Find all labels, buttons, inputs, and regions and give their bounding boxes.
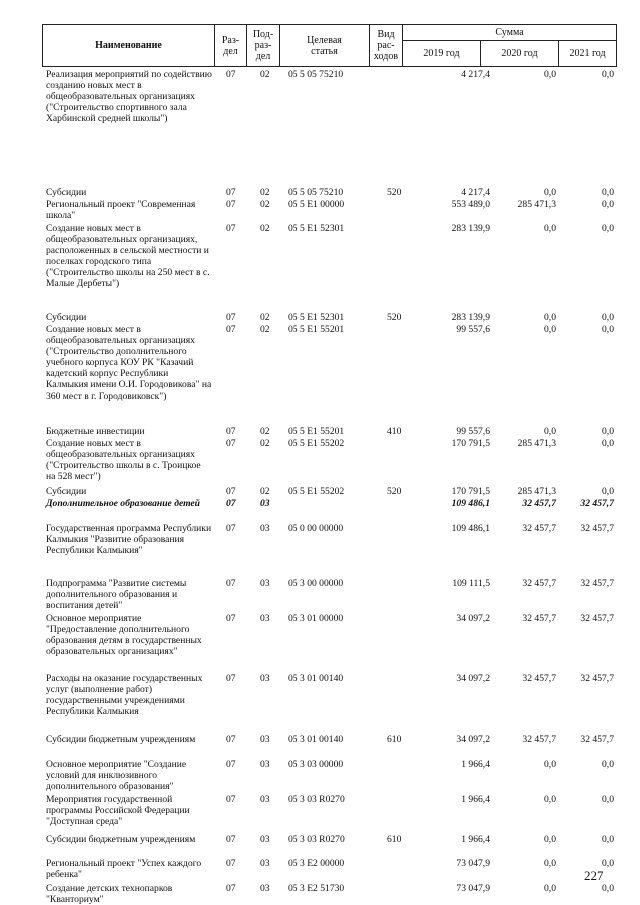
cell-name: Субсидии бюджетным учреждениям [46,834,196,845]
cell-sec: 07 [226,759,236,770]
cell-s2: 0,0 [544,223,556,234]
cell-s3: 0,0 [602,834,614,845]
cell-sec: 07 [226,187,236,198]
cell-typ: 610 [387,734,402,745]
cell-name: Субсидии [46,187,87,198]
cell-s1: 34 097,2 [456,613,490,624]
cell-s3: 32 457,7 [580,613,614,624]
cell-s1: 73 047,9 [456,883,490,894]
cell-name: Создание новых мест в общеобразовательных организациях ("Строительство школы в с. Троицкое на 528 мест") [46,438,201,483]
cell-tgt: 05 3 E2 00000 [288,858,345,869]
cell-s3: 0,0 [602,858,614,869]
cell-name: Основное мероприятие "Создание условий для инклюзивного дополнительного образования" [46,759,187,793]
cell-typ: 520 [387,486,402,497]
cell-s1: 34 097,2 [456,734,490,745]
cell-sub: 03 [260,759,270,770]
cell-tgt: 05 3 01 00140 [288,734,344,745]
cell-s3: 0,0 [602,199,614,210]
cell-s2: 32 457,7 [522,498,556,509]
cell-s1: 109 486,1 [451,523,490,534]
cell-s1: 1 966,4 [461,759,490,770]
cell-s3: 32 457,7 [580,673,614,684]
cell-sub: 02 [260,199,270,210]
cell-tgt: 05 3 01 00000 [288,613,344,624]
cell-s2: 32 457,7 [522,734,556,745]
cell-sub: 03 [260,673,270,684]
cell-s2: 0,0 [544,759,556,770]
cell-s2: 0,0 [544,426,556,437]
cell-sec: 07 [226,438,236,449]
cell-tgt: 05 3 03 R0270 [288,794,345,805]
cell-sub: 02 [260,187,270,198]
cell-sec: 07 [226,883,236,894]
cell-name: Региональный проект "Современная школа" [46,199,196,222]
cell-tgt: 05 3 E2 51730 [288,883,345,894]
cell-s1: 34 097,2 [456,673,490,684]
cell-name: Основное мероприятие "Предоставление дополнительного образования детям в государственных образовательных организациях" [46,613,202,658]
cell-s3: 0,0 [602,486,614,497]
cell-name: Подпрограмма "Развитие системы дополнительного образования и воспитания детей" [46,578,187,612]
cell-sec: 07 [226,734,236,745]
cell-s3: 0,0 [602,883,614,894]
cell-tgt: 05 5 E1 55201 [288,324,345,335]
cell-tgt: 05 0 00 00000 [288,523,344,534]
cell-typ: 520 [387,187,402,198]
cell-tgt: 05 5 05 75210 [288,69,344,80]
cell-sec: 07 [226,324,236,335]
cell-s1: 170 791,5 [451,438,490,449]
cell-s1: 109 111,5 [452,578,490,589]
cell-s3: 0,0 [602,223,614,234]
header-2021: 2021 год [559,41,617,67]
cell-tgt: 05 3 00 00000 [288,578,344,589]
cell-s3: 32 457,7 [580,523,614,534]
cell-tgt: 05 5 E1 52301 [288,312,345,323]
header-name: Наименование [43,25,215,67]
cell-sec: 07 [226,312,236,323]
cell-sub: 03 [260,498,270,509]
cell-s3: 0,0 [602,426,614,437]
header-target: Целевая статья [280,25,370,67]
cell-sub: 03 [260,734,270,745]
cell-s2: 0,0 [544,834,556,845]
cell-s3: 32 457,7 [580,498,614,509]
cell-name: Дополнительное образование детей [46,498,201,509]
cell-tgt: 05 5 05 75210 [288,187,344,198]
header-2020: 2020 год [481,41,559,67]
header-2019: 2019 год [403,41,481,67]
cell-s1: 109 486,1 [451,498,490,509]
cell-sec: 07 [226,69,236,80]
cell-tgt: 05 3 03 R0270 [288,834,345,845]
cell-sub: 02 [260,426,270,437]
cell-name: Субсидии [46,312,87,323]
cell-s1: 99 557,6 [456,324,490,335]
cell-sub: 03 [260,578,270,589]
cell-name: Субсидии [46,486,87,497]
cell-sec: 07 [226,426,236,437]
cell-sub: 02 [260,312,270,323]
cell-s3: 0,0 [602,312,614,323]
cell-s2: 32 457,7 [522,523,556,534]
cell-s1: 170 791,5 [451,486,490,497]
cell-sub: 03 [260,858,270,869]
cell-sec: 07 [226,794,236,805]
cell-sub: 02 [260,324,270,335]
cell-s3: 0,0 [602,794,614,805]
cell-tgt: 05 5 E1 55202 [288,438,345,449]
cell-s2: 0,0 [544,794,556,805]
cell-name: Субсидии бюджетным учреждениям [46,734,196,745]
header-section: Раз- дел [215,25,247,67]
cell-s2: 32 457,7 [522,613,556,624]
cell-tgt: 05 5 E1 52301 [288,223,345,234]
cell-sub: 02 [260,223,270,234]
cell-s1: 4 217,4 [461,69,490,80]
header-subsection: Под- раз- дел [247,25,280,67]
page-number: 227 [584,868,604,883]
cell-s1: 73 047,9 [456,858,490,869]
cell-s2: 0,0 [544,69,556,80]
cell-s3: 32 457,7 [580,734,614,745]
cell-tgt: 05 3 01 00140 [288,673,344,684]
cell-sub: 02 [260,486,270,497]
header-sum: Сумма [403,25,617,41]
cell-s3: 0,0 [602,438,614,449]
cell-sec: 07 [226,858,236,869]
cell-s2: 285 471,3 [517,438,556,449]
cell-name: Создание новых мест в общеобразовательных организациях, расположенных в сельской местности и поселках городского типа ("Строительство школы на 250 мест в с. Малые Дербеты") [46,223,210,290]
cell-s2: 0,0 [544,858,556,869]
cell-sec: 07 [226,486,236,497]
cell-s2: 0,0 [544,324,556,335]
cell-s2: 32 457,7 [522,578,556,589]
cell-typ: 410 [387,426,402,437]
cell-s2: 285 471,3 [517,199,556,210]
cell-s3: 0,0 [602,759,614,770]
cell-sec: 07 [226,498,236,509]
cell-sub: 02 [260,69,270,80]
cell-tgt: 05 5 E1 55201 [288,426,345,437]
cell-sec: 07 [226,199,236,210]
cell-typ: 520 [387,312,402,323]
cell-name: Региональный проект "Успех каждого ребенка" [46,858,202,881]
cell-sub: 03 [260,523,270,534]
cell-name: Государственная программа Республики Калмыкия "Развитие образования Республики Калмыкия" [46,523,212,557]
cell-s2: 285 471,3 [517,486,556,497]
cell-tgt: 05 3 03 00000 [288,759,344,770]
cell-sec: 07 [226,613,236,624]
cell-tgt: 05 5 E1 00000 [288,199,345,210]
cell-s1: 99 557,6 [456,426,490,437]
cell-s2: 0,0 [544,883,556,894]
cell-s1: 4 217,4 [461,187,490,198]
cell-name: Бюджетные инвестиции [46,426,145,437]
cell-name: Мероприятия государственной программы Российской Федерации "Доступная среда" [46,794,190,828]
cell-sec: 07 [226,223,236,234]
cell-sec: 07 [226,834,236,845]
cell-s3: 0,0 [602,187,614,198]
cell-s3: 32 457,7 [580,578,614,589]
cell-name: Создание детских технопарков "Кванториум" [46,883,173,905]
cell-typ: 610 [387,834,402,845]
cell-sub: 03 [260,794,270,805]
cell-s3: 0,0 [602,69,614,80]
cell-sec: 07 [226,673,236,684]
cell-sec: 07 [226,578,236,589]
cell-tgt: 05 5 E1 55202 [288,486,345,497]
cell-s1: 283 139,9 [451,223,490,234]
cell-s2: 0,0 [544,312,556,323]
cell-sub: 03 [260,834,270,845]
cell-s2: 0,0 [544,187,556,198]
cell-s1: 1 966,4 [461,794,490,805]
cell-sub: 02 [260,438,270,449]
cell-sec: 07 [226,523,236,534]
cell-name: Расходы на оказание государственных услуг (выполнение работ) государственными учреждениями Республики Калмыкия [46,673,203,718]
cell-s2: 32 457,7 [522,673,556,684]
table-header [42,24,617,67]
cell-name: Реализация мероприятий по содействию созданию новых мест в общеобразовательных организациях ("Строительство спортивного зала Харбинской средней школы") [46,69,212,125]
header-type: Вид рас- ходов [370,25,403,67]
cell-s1: 553 489,0 [451,199,490,210]
cell-s1: 283 139,9 [451,312,490,323]
cell-sub: 03 [260,613,270,624]
cell-s3: 0,0 [602,324,614,335]
cell-sub: 03 [260,883,270,894]
cell-name: Создание новых мест в общеобразовательных организациях ("Строительство дополнительного учебного корпуса КОУ РК "Казачий кадетский корпус Республики Калмыкия имени О.И. Городовикова" на 360 мест в г. Городовиковск") [46,324,212,402]
cell-s1: 1 966,4 [461,834,490,845]
